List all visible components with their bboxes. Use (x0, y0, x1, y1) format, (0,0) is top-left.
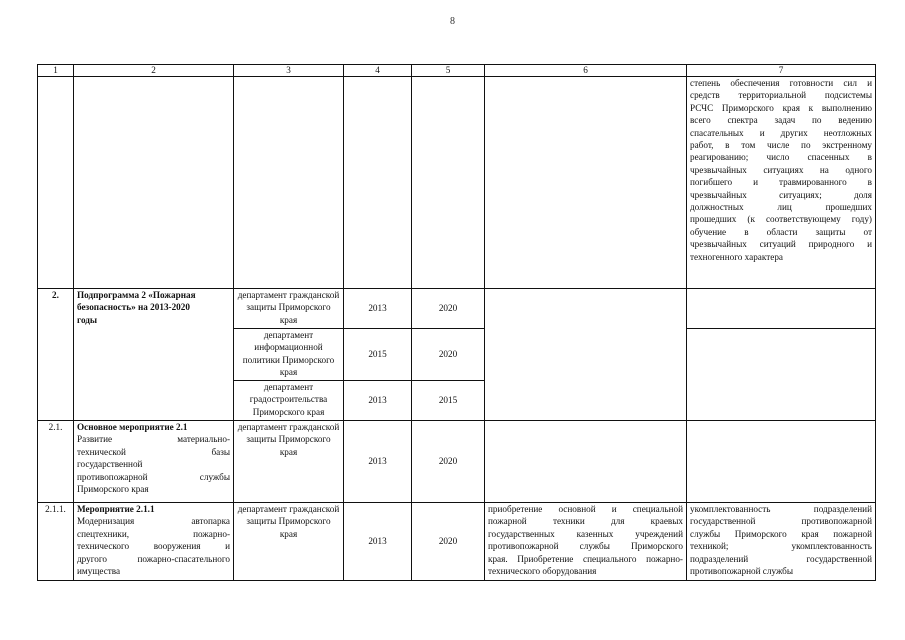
indicator-line: техногенного характера (690, 251, 783, 262)
result-line: технического оборудования (488, 566, 597, 577)
executor-cell: департамент гражданской защиты Приморского края (234, 289, 344, 329)
executor-cell: департамент градостроительства Приморского края (234, 381, 344, 421)
desc-line: Модернизация автопарка (77, 516, 230, 527)
start-year: 2013 (344, 503, 412, 581)
indicators-cell (687, 503, 876, 581)
start-year: 2013 (344, 381, 412, 421)
column-header-4: 4 (344, 65, 412, 77)
desc-line: технического вооружения и (77, 541, 230, 552)
row-number: 2.1. (38, 421, 74, 503)
indicator-line: обучение в области защиты от (690, 226, 872, 237)
expected-result-cell (485, 503, 687, 581)
column-header-7: 7 (687, 65, 876, 77)
executor-cell: департамент гражданской защиты Приморского края (234, 503, 344, 581)
desc-line: другого пожарно-спасательного (77, 553, 230, 564)
result-line: противопожарной службы Приморского (488, 541, 683, 552)
title-line: Подпрограмма 2 «Пожарная (77, 290, 196, 300)
column-header-3: 3 (234, 65, 344, 77)
end-year: 2020 (412, 503, 485, 581)
table-row-subprogram-2 (38, 289, 876, 329)
desc-line: спецтехники, пожарно- (77, 528, 230, 539)
result-line: государственных казенных учреждений (488, 528, 683, 539)
subprogram-title (74, 289, 234, 421)
end-year: 2020 (412, 289, 485, 329)
table-row-continuation (38, 77, 876, 289)
indicator-line: противопожарной службы (690, 566, 794, 577)
row-number: 2. (38, 289, 74, 421)
indicator-line: средств территориальной подсистемы (690, 90, 872, 101)
indicator-line: работ, в том числе по экстренному (690, 140, 872, 151)
desc-line: Развитие материально- (77, 434, 230, 445)
end-year: 2020 (412, 421, 485, 503)
indicator-line: всего спектра задач по ведению (690, 115, 872, 126)
indicator-line: чрезвычайных ситуациях на одного (690, 164, 872, 175)
table-row-2-1 (38, 421, 876, 503)
page-number: 8 (450, 16, 455, 27)
indicator-line: прошедших (к соответствующему году) (690, 214, 872, 225)
desc-line: имущества (77, 566, 121, 577)
activity-title: Мероприятие 2.1.1 (77, 504, 155, 514)
result-line: приобретение основной и специальной (488, 504, 683, 514)
desc-line: противопожарной службы (77, 471, 230, 482)
end-year: 2015 (412, 381, 485, 421)
end-year: 2020 (412, 329, 485, 381)
indicator-line: техникой; укомплектованность (690, 541, 872, 552)
column-header-2: 2 (74, 65, 234, 77)
column-header-5: 5 (412, 65, 485, 77)
title-line: безопасность» на 2013-2020 (77, 302, 190, 313)
indicator-line: должностных лиц прошедших (690, 202, 872, 213)
column-header-row (38, 65, 876, 77)
desc-line: государственной (77, 459, 143, 470)
program-table (37, 64, 876, 581)
activity-title: Основное мероприятие 2.1 (77, 422, 188, 432)
desc-line: технической базы (77, 446, 230, 457)
indicator-line: укомплектованность подразделений (690, 504, 872, 514)
indicator-line: спасательных и других неотложных (690, 127, 872, 138)
title-line: годы (77, 314, 98, 325)
column-header-6: 6 (485, 65, 687, 77)
executor-cell: департамент гражданской защиты Приморского края (234, 421, 344, 503)
indicator-line: службы Приморского края пожарной (690, 528, 872, 539)
indicator-line: РСЧС Приморского края к выполнению (690, 102, 872, 113)
indicator-line: чрезвычайных ситуаций природного и (690, 239, 872, 250)
indicator-line: чрезвычайных ситуациях; доля (690, 189, 872, 200)
activity-description (74, 421, 234, 503)
indicator-line: подразделений государственной (690, 553, 872, 564)
row-number: 2.1.1. (38, 503, 74, 581)
indicator-line: погибшего и травмированного в (690, 177, 872, 188)
indicator-line: степень обеспечения готовности сил и (690, 78, 872, 88)
activity-description (74, 503, 234, 581)
executor-cell: департамент информационной политики Приморского края (234, 329, 344, 381)
indicator-line: реагированию; число спасенных в (690, 152, 872, 163)
start-year: 2015 (344, 329, 412, 381)
indicator-line: государственной противопожарной (690, 516, 872, 527)
table-row-2-1-1 (38, 503, 876, 581)
result-line: края. Приобретение специального пожарно- (488, 553, 683, 564)
start-year: 2013 (344, 421, 412, 503)
column-header-1: 1 (38, 65, 74, 77)
desc-line: Приморского края (77, 484, 149, 495)
start-year: 2013 (344, 289, 412, 329)
indicators-cell (687, 77, 876, 289)
result-line: пожарной техники для краевых (488, 516, 683, 527)
